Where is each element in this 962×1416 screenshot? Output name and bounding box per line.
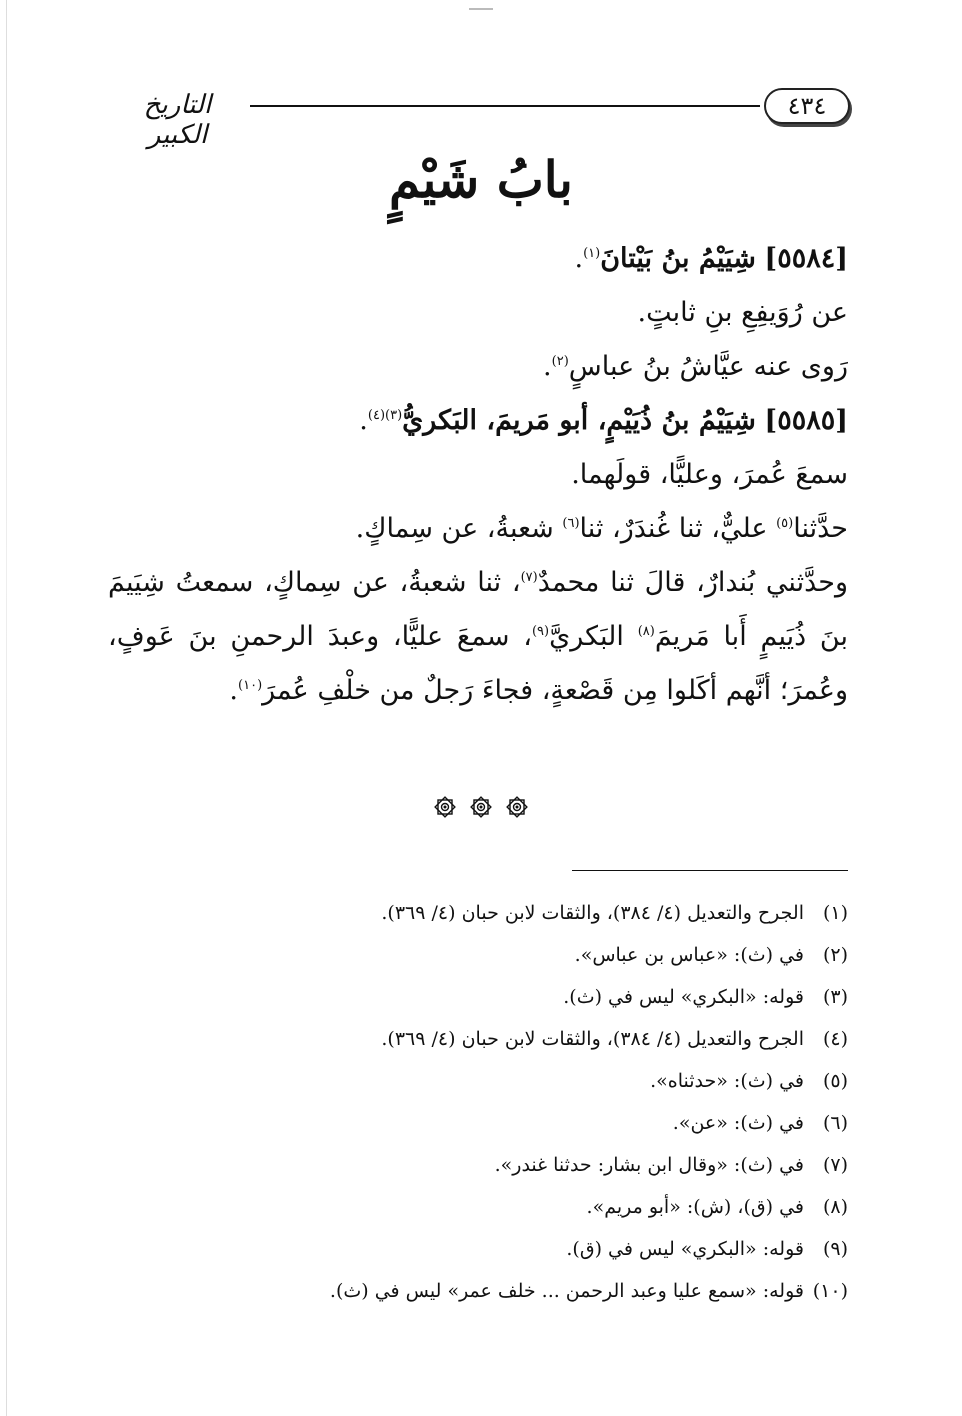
punctuation: . [543, 351, 552, 382]
entry-name: شِيَيْمُ بنُ بَيْتانَ [600, 243, 756, 274]
entry-5584 [108, 232, 848, 286]
paragraph-text: البَكريَّ [549, 621, 638, 652]
running-book-title: التاريخ الكبير [143, 90, 212, 150]
footnote-text: قوله: «سمع عليا وعبد الرحمن ... خلف عمر» ليس في (ث). [329, 1280, 804, 1302]
footnote-ref[interactable]: (٩) [531, 624, 550, 639]
footnote-item [108, 1186, 848, 1228]
entry-5585 [108, 394, 848, 448]
footnote-item [108, 1060, 848, 1102]
footnote-number: (٩) [822, 1238, 848, 1260]
main-text [108, 232, 848, 718]
footnote-text: في (ث): «عن». [672, 1112, 804, 1134]
footnote-number: (٢) [822, 944, 848, 966]
ornament-rosette-icon [432, 794, 458, 820]
text-line [108, 502, 848, 556]
footnote-text: قوله: «البكري» ليس في (ق). [566, 1238, 804, 1260]
text-line: عن رُوَيفِعِ بنِ ثابتٍ. [637, 297, 848, 328]
footnote-text: في (ث): «حدثناه». [650, 1070, 804, 1092]
header-rule [250, 105, 760, 107]
footnote-ref[interactable]: (٨) [637, 624, 655, 639]
page-header [110, 88, 850, 150]
paragraph [108, 556, 848, 718]
paragraph-text: ، سمعَ عليًّا، وعبدَ الرحمنِ بنَ عَوفٍ، وعُمرَ؛ أنَّهم أكَلوا مِن قَصْعةٍ، فجاءَ رَجلٌ من خلْفِ عُمرَ [108, 621, 848, 706]
footnote-text: قوله: «البكري» ليس في (ث). [563, 986, 804, 1008]
punctuation: . [229, 675, 239, 706]
footnote-text: الجرح والتعديل (٤/ ٣٨٤)، والثقات لابن حبان (٤/ ٣٦٩). [381, 902, 804, 924]
footnote-number: (٦) [822, 1112, 848, 1134]
footnote-item [108, 976, 848, 1018]
paragraph-text: ، ثنا شعبةُ، عن سِماكٍ، سمعتُ شِيَيمَ بنَ ذُيَيمٍ أَبا مَريمَ [108, 567, 848, 652]
punctuation: . [574, 243, 584, 274]
footnote-text: في (ق)، (ش): «أبو مريم». [586, 1196, 804, 1218]
footnote-item [108, 1102, 848, 1144]
entry-number: [٥٥٨٤] [764, 243, 848, 274]
punctuation: . [359, 405, 368, 436]
footnote-ref[interactable]: (١٠) [238, 678, 263, 693]
chapter-title: بابُ شَيْمٍ [389, 150, 573, 209]
footnote-number: (٣) [822, 986, 848, 1008]
footnote-item [108, 892, 848, 934]
footnotes-list [108, 892, 848, 1312]
footnote-text: في (ث): «عباس بن عباس». [574, 944, 804, 966]
footnote-text: في (ث): «وقال ابن بشار: حدثنا غندر». [494, 1154, 804, 1176]
footnote-item [108, 1144, 848, 1186]
footnote-number: (١) [822, 902, 848, 924]
paragraph-text: وحدَّثني بُندارٌ، قالَ ثنا محمدٌ [537, 567, 848, 598]
footnote-text: الجرح والتعديل (٤/ ٣٨٤)، والثقات لابن حبان (٤/ ٣٦٩). [381, 1028, 804, 1050]
footnote-ref[interactable]: (٣)(٤) [367, 408, 403, 423]
chain-text: حدَّثنا [793, 513, 848, 544]
footnote-separator [572, 870, 848, 871]
top-edge-mark [469, 8, 493, 10]
footnote-item [108, 1270, 848, 1312]
footnote-item [108, 934, 848, 976]
text-line: سمعَ عُمرَ، وعليًّا، قولَهما. [571, 459, 848, 490]
narrated-by-text: رَوى عنه عيَّاشُ بنُ عباسٍ [568, 351, 848, 382]
footnote-ref[interactable]: (١) [583, 246, 601, 261]
footnote-ref[interactable]: (٦) [562, 516, 580, 531]
section-ornaments [0, 794, 962, 820]
footnote-item [108, 1018, 848, 1060]
ornament-rosette-icon [504, 794, 530, 820]
ornament-rosette-icon [468, 794, 494, 820]
page-number-badge: ٤٣٤ [764, 88, 850, 124]
footnote-item [108, 1228, 848, 1270]
footnote-number: (٧) [822, 1154, 848, 1176]
footnote-number: (٥) [822, 1070, 848, 1092]
footnote-ref[interactable]: (٢) [551, 354, 569, 369]
footnote-ref[interactable]: (٧) [520, 570, 538, 585]
chain-text: عليٌّ، ثنا غُندَرٌ، ثنا [579, 513, 777, 544]
text-line [108, 340, 848, 394]
scan-left-edge [6, 0, 7, 1416]
chain-text: شعبةُ، عن سِماكٍ. [355, 513, 563, 544]
footnote-number: (١٠) [812, 1280, 848, 1302]
entry-name: شِيَيْمُ بنُ ذُيَيْمٍ، أبو مَريمَ، البَكريُّ [402, 405, 756, 436]
footnote-number: (٨) [822, 1196, 848, 1218]
footnote-number: (٤) [822, 1028, 848, 1050]
footnote-ref[interactable]: (٥) [776, 516, 794, 531]
entry-number: [٥٥٨٥] [764, 405, 848, 436]
